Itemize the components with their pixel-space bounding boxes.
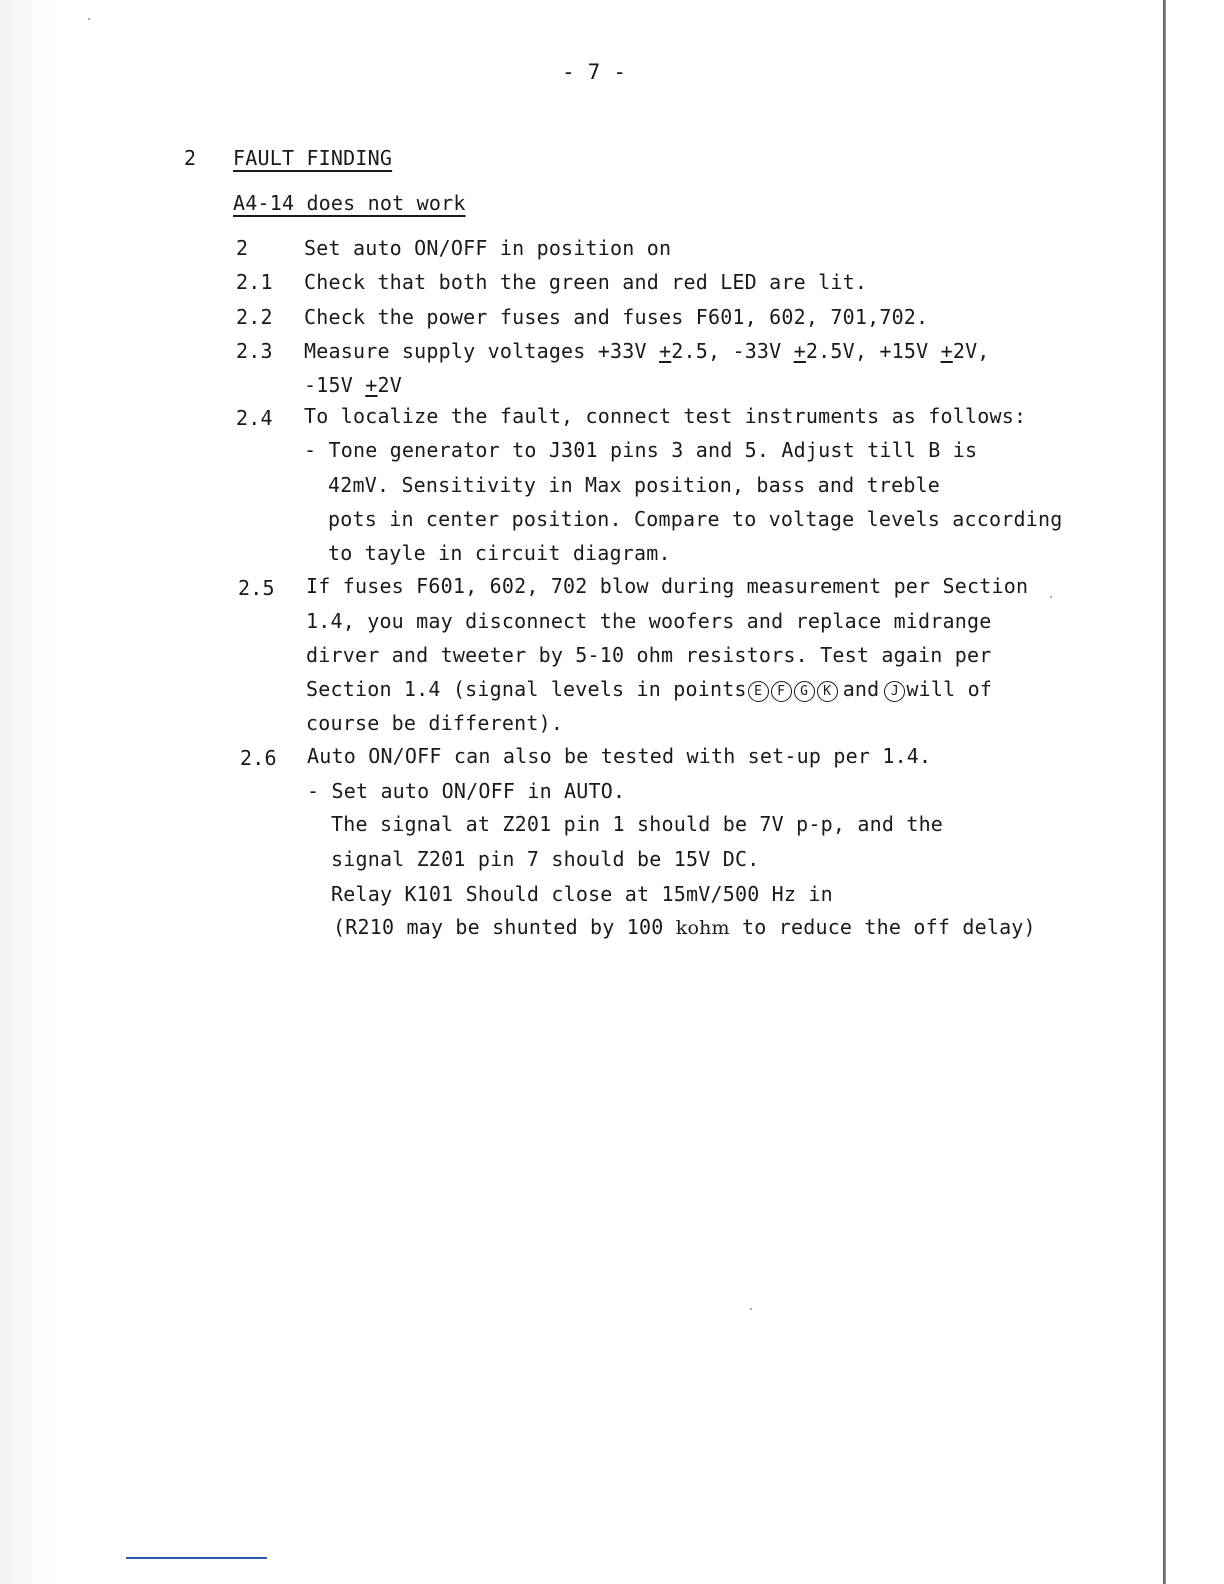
scan-speck <box>88 18 90 20</box>
item-number: 2.3 <box>236 339 273 363</box>
item-text: 1.4, you may disconnect the woofers and replace midrange <box>306 609 992 633</box>
text-run: 2V <box>377 373 402 397</box>
text-run: and <box>842 677 880 701</box>
item-text: Relay K101 Should close at 15mV/500 Hz in <box>331 882 833 906</box>
text-run: will of <box>906 677 993 701</box>
section-number: 2 <box>184 146 197 170</box>
item-text: dirver and tweeter by 5-10 ohm resistors. Test again per <box>306 643 992 667</box>
item-text: If fuses F601, 602, 702 blow during measurement per Section <box>306 574 1029 598</box>
plus-minus-sign: + <box>793 339 806 363</box>
item-number: 2.1 <box>236 270 273 294</box>
item-text <box>304 339 990 363</box>
item-text: - Set auto ON/OFF in AUTO. <box>307 779 626 803</box>
item-text: Check the power fuses and fuses F601, 602, 701,702. <box>304 305 929 329</box>
text-run: -15V <box>304 373 366 397</box>
item-text <box>304 373 402 397</box>
item-number: 2.5 <box>238 576 275 600</box>
scan-speck <box>750 1308 752 1310</box>
item-text: pots in center position. Compare to voltage levels according <box>328 507 1063 531</box>
item-text: - Tone generator to J301 pins 3 and 5. Adjust till B is <box>304 438 978 462</box>
footnote-rule <box>126 1557 267 1559</box>
item-text: Set auto ON/OFF in position on <box>304 236 672 260</box>
circled-letter-e: E <box>748 681 769 702</box>
scan-shadow <box>0 0 52 1584</box>
item-text <box>333 915 1036 940</box>
text-run: Section 1.4 (signal levels in points <box>306 677 747 701</box>
item-number: 2.6 <box>240 746 277 770</box>
handwritten-unit: kohm <box>675 917 730 939</box>
item-number: 2.2 <box>236 305 273 329</box>
item-text <box>306 677 992 702</box>
text-run: (R210 may be shunted by 100 <box>333 915 676 939</box>
item-number: 2.4 <box>236 406 273 430</box>
item-text: signal Z201 pin 7 should be 15V DC. <box>331 847 760 871</box>
circled-letter-g: G <box>794 681 815 702</box>
item-text: Check that both the green and red LED are lit. <box>304 270 868 294</box>
plus-minus-sign: + <box>940 339 953 363</box>
item-number: 2 <box>236 236 249 260</box>
plus-minus-sign: + <box>659 339 672 363</box>
item-text: Auto ON/OFF can also be tested with set-up per 1.4. <box>307 744 932 768</box>
circled-letter-f: F <box>771 681 792 702</box>
scan-edge <box>1163 0 1166 1584</box>
circled-letter-j: J <box>884 681 905 702</box>
page-number: - 7 - <box>562 60 627 84</box>
section-title: FAULT FINDING <box>233 146 393 170</box>
circled-letter-k: K <box>817 681 838 702</box>
item-text: The signal at Z201 pin 1 should be 7V p-p, and the <box>331 812 944 836</box>
text-run: to reduce the off delay) <box>729 915 1036 939</box>
text-run: 2V, <box>952 339 990 363</box>
item-text: To localize the fault, connect test instruments as follows: <box>304 404 1027 428</box>
item-text: course be different). <box>306 711 564 735</box>
item-text: 42mV. Sensitivity in Max position, bass and treble <box>328 473 941 497</box>
subsection-title: A4-14 does not work <box>233 191 466 215</box>
plus-minus-sign: + <box>365 373 378 397</box>
scan-speck <box>1050 596 1052 598</box>
text-run: 2.5V, +15V <box>805 339 941 363</box>
text-run: Measure supply voltages +33V <box>304 339 659 363</box>
text-run: 2.5, -33V <box>671 339 794 363</box>
item-text: to tayle in circuit diagram. <box>328 541 671 565</box>
